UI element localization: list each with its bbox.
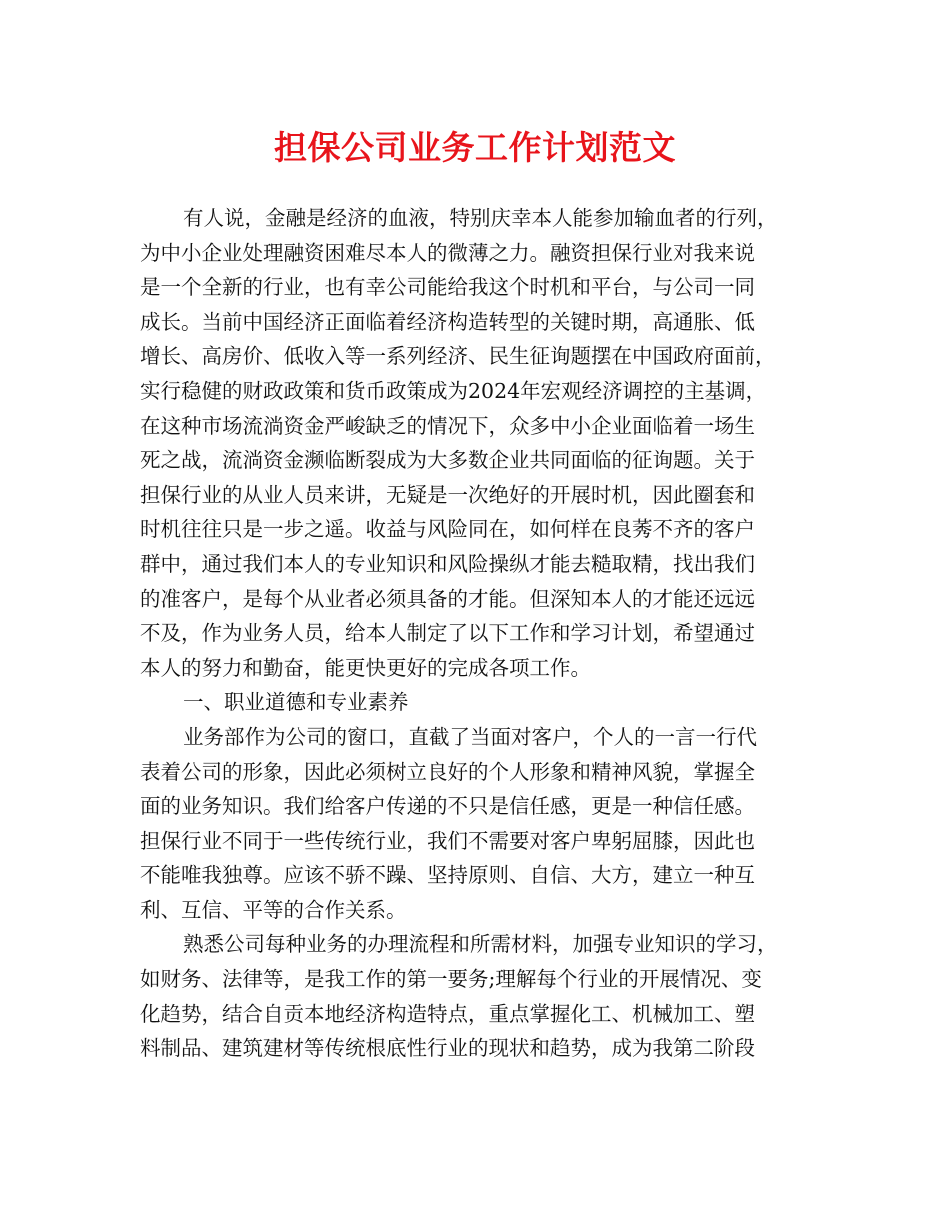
paragraph-line: 不能唯我独尊。应该不骄不躁、坚持原则、自信、大方，建立一种互 [140,863,755,888]
paragraph-line: 在这种市场流淌资金严峻缺乏的情况下，众多中小企业面临着一场生 [140,413,755,438]
paragraph-line: 面的业务知识。我们给客户传递的不只是信任感，更是一种信任感。 [140,794,755,819]
paragraph-line: 熟悉公司每种业务的办理流程和所需材料，加强专业知识的学习， [183,932,778,957]
paragraph-line: 为中小企业处理融资困难尽本人的微薄之力。融资担保行业对我来说 [140,240,755,265]
section-heading: 一、职业道德和专业素养 [183,690,409,715]
paragraph-line: 本人的努力和勤奋，能更快更好的完成各项工作。 [140,655,591,680]
paragraph-line: 实行稳健的财政政策和货币政策成为2024年宏观经济调控的主基调， [140,378,767,403]
paragraph-line: 死之战，流淌资金濒临断裂成为大多数企业共同面临的征询题。关于 [140,448,755,473]
paragraph-line: 利、互信、平等的合作关系。 [140,897,407,922]
paragraph-line: 担保行业的从业人员来讲，无疑是一次绝好的开展时机，因此圈套和 [140,482,755,507]
paragraph-line: 不及，作为业务人员，给本人制定了以下工作和学习计划，希望通过 [140,621,755,646]
document-body [140,201,830,1066]
paragraph-line: 如财务、法律等，是我工作的第一要务;理解每个行业的开展情况、变 [140,967,762,992]
paragraph-line: 时机往往只是一步之遥。收益与风险同在，如何样在良莠不齐的客户 [140,517,755,542]
paragraph-line: 成长。当前中国经济正面临着经济构造转型的关键时期，高通胀、低 [140,309,755,334]
paragraph-line: 料制品、建筑建材等传统根底性行业的现状和趋势，成为我第二阶段 [140,1036,755,1061]
paragraph-line: 业务部作为公司的窗口，直截了当面对客户，个人的一言一行代 [183,724,757,749]
paragraph-line: 担保行业不同于一些传统行业，我们不需要对客户卑躬屈膝，因此也 [140,828,755,853]
document-title: 担保公司业务工作计划范文 [274,128,676,167]
paragraph-line: 是一个全新的行业，也有幸公司能给我这个时机和平台，与公司一同 [140,275,755,300]
paragraph-line: 有人说，金融是经济的血液，特别庆幸本人能参加输血者的行列， [183,206,778,230]
paragraph-line: 的准客户，是每个从业者必须具备的才能。但深知本人的才能还远远 [140,586,755,611]
paragraph-line: 增长、高房价、低收入等一系列经济、民生征询题摆在中国政府面前， [140,344,776,369]
paragraph-line: 群中，通过我们本人的专业知识和风险操纵才能去糙取精，找出我们 [140,551,755,576]
paragraph-line: 表着公司的形象，因此必须树立良好的个人形象和精神风貌，掌握全 [140,759,755,784]
paragraph-line: 化趋势，结合自贡本地经济构造特点，重点掌握化工、机械加工、塑 [140,1001,755,1026]
